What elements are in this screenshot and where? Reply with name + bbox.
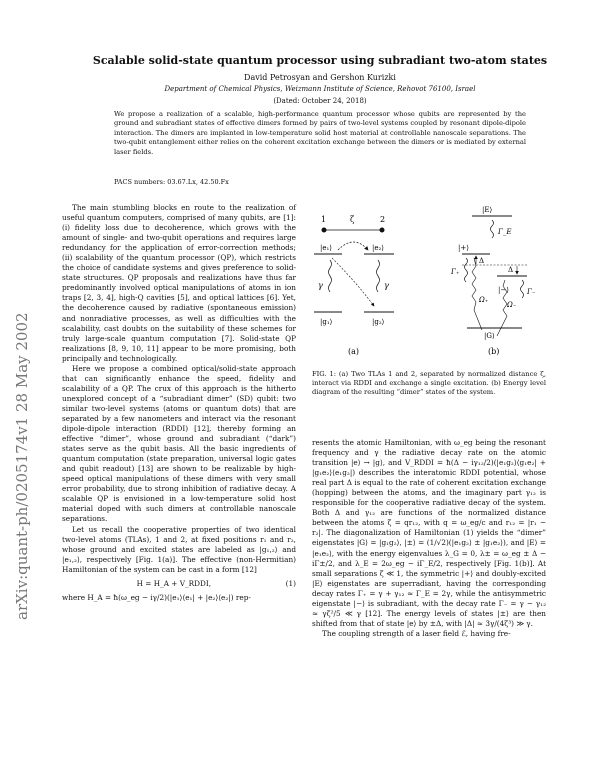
left-column bbox=[62, 203, 296, 603]
gamma-left-label: γ bbox=[318, 281, 323, 290]
e2-label: |e₂⟩ bbox=[372, 244, 385, 252]
figure-caption: FIG. 1: (a) Two TLAs 1 and 2, separated by normalized distance ζ, interact via RDDI and exchange a single excitation. (b) Energy level diagram of the resulting “dimer” states of the system. bbox=[312, 370, 546, 397]
paragraph: Let us recall the cooperative properties of two identical two-level atoms (TLAs), 1 and 2, at fixed positions r₁ and r₂, whose ground and excited states are labeled as |g₁,₂⟩ and |e₁,₂⟩, respectively [Fig. 1(a)]. The effective (non-Hermitian) Hamiltonian of the system can be cast in a form [12] bbox=[62, 524, 296, 574]
paragraph: resents the atomic Hamiltonian, with ω_eg being the resonant frequency and γ the radiative decay rate on the atomic transition |e⟩ → |g⟩, and V_RDDI = ħ(Δ − iγ₁₂/2)(|e₁g₂⟩⟨g₁e₂| + |g₁e₂⟩⟨e₁g₂|) describes the interatomic RDDI potential, whose real part Δ is equal to the rate of coherent excitation exchange (hopping) between the atoms, and the imaginary part γ₁₂ is responsible for the cooperative radiative decay of the system. Both Δ and γ₁₂ are functions of the normalized distance between the atoms ζ = qr₁₂, with q = ω_eg/c and r₁₂ = |r₁ − r₂|. The diagonalization of Hamiltonian (1) yields the “dimer” eigenstates |G⟩ = |g₁g₂⟩, |±⟩ = (1/√2)(|e₁g₂⟩ ± |g₁e₂⟩), and |E⟩ = |e₁e₂⟩, with the energy eigenvalues λ_G = 0, λ± = ω_eg ± Δ − iΓ±/2, and λ_E = 2ω_eg − iΓ_E/2, respectively [Fig. 1(b)]. At small separations ζ ≪ 1, the symmetric |+⟩ and doubly-excited |E⟩ eigenstates are superradiant, having the corresponding decay rates Γ₊ = γ + γ₁₂ ≈ Γ_E = 2γ, while the antisymmetric eigenstate |−⟩ is subradiant, with the decay rate Γ₋ = γ − γ₁₂ ≈ γζ²/5 ≪ γ [12]. The energy levels of states |±⟩ are then shifted from that of state |e⟩ by ±Δ, with |Δ| ≈ 3γ/(4ζ³) ≫ γ. bbox=[312, 438, 546, 628]
plus-state-label: |+⟩ bbox=[458, 244, 469, 252]
exchange-arrow bbox=[338, 242, 368, 250]
g1-label: |g₁⟩ bbox=[320, 318, 333, 326]
atom-1-dot bbox=[322, 228, 327, 233]
affiliation: Department of Chemical Physics, Weizmann Institute of Science, Rehovot 76100, Israel bbox=[164, 85, 476, 93]
paper-title: Scalable solid-state quantum processor using subradiant two-atom states bbox=[92, 54, 548, 67]
decay-wave-minus bbox=[521, 280, 524, 298]
paragraph: The coupling strength of a laser field ℰ, having fre- bbox=[322, 628, 511, 638]
E-state-label: |E⟩ bbox=[482, 206, 493, 214]
paragraph: Here we propose a combined optical/solid-state approach that can significantly enhance the speed, fidelity and scalability of a QP. The crux of this approach is the hitherto unexplored concept of a “subradiant dimer” (SD) qubit: two similar two-level systems (atoms or quantum dots) that are separated by a few nanometers and interact via the resonant dipole-dipole interaction (RDDI) [12], thereby forming an effective “dimer”, whose ground and subradiant (“dark”) states serve as the qubit basis. All the basic ingredients of quantum computation (state preparation, universal logic gates and qubit readout) [13] are shown to be realizable by high-speed optical manipulations of these dimers with very small error probability, due to strong inhibition of radiative decay. A scalable QP is envisioned in a low-temperature solid host material doped with such dimers at controllable nanoscale separations. bbox=[62, 363, 296, 524]
gamma-minus-label: Γ₋ bbox=[527, 288, 536, 296]
atom-2-label: 2 bbox=[380, 215, 386, 224]
paragraph: where H_A = ħ(ω_eg − iγ/2)(|e₁⟩⟨e₁| + |e₂⟩⟨e₂|) rep- bbox=[62, 592, 251, 602]
minus-state-label: |−⟩ bbox=[498, 286, 509, 294]
authors: David Petrosyan and Gershon Kurizki bbox=[244, 73, 396, 82]
delta-minus-label: Δ bbox=[508, 266, 514, 274]
omega-minus-label: Ω₋ bbox=[507, 301, 517, 309]
G-state-label: |G⟩ bbox=[484, 332, 495, 340]
e1-label: |e₁⟩ bbox=[320, 244, 333, 252]
atom-2-dot bbox=[380, 228, 385, 233]
equation-formula: H = H_A + V_RDDI, bbox=[136, 578, 212, 588]
arxiv-identifier bbox=[8, 215, 34, 625]
abstract: We propose a realization of a scalable, high-performance quantum processor whose qubits are represented by the ground and subradiant states of effective dimers formed by pairs of two-level systems coupled by resonant dipole-dipole interaction. The dimers are implanted in low-temperature solid host material at controllable nanoscale separations. The two-qubit entanglement either relies on the coherent excitation exchange between the dimers or is mediated by external laser fields. bbox=[114, 110, 526, 156]
delta-plus-label: Δ bbox=[479, 257, 485, 265]
right-column bbox=[312, 438, 546, 639]
figure-1 bbox=[312, 202, 546, 362]
decay-wave-E bbox=[491, 220, 494, 238]
equation-1 bbox=[62, 579, 296, 589]
pacs-numbers: PACS numbers: 03.67.Lx, 42.50.Fx bbox=[114, 178, 229, 186]
cooperative-decay-arrow bbox=[332, 258, 374, 306]
decay-wave-right bbox=[377, 260, 380, 292]
zeta-label: ζ bbox=[350, 215, 355, 224]
date-line: (Dated: October 24, 2018) bbox=[273, 97, 367, 105]
gamma-E-label: Γ_E bbox=[498, 228, 512, 236]
gamma-right-label: γ bbox=[384, 281, 389, 290]
panel-b-label: (b) bbox=[488, 347, 500, 356]
decay-wave-plus bbox=[465, 258, 468, 282]
arxiv-id-text: arXiv:quant-ph/0205174v1 28 May 2002 bbox=[13, 312, 31, 620]
gamma-plus-label: Γ₊ bbox=[451, 268, 460, 276]
equation-number: (1) bbox=[285, 578, 296, 588]
omega-plus-label: Ω₊ bbox=[479, 296, 489, 304]
omega-plus-field bbox=[472, 257, 485, 330]
decay-wave-left bbox=[329, 260, 332, 292]
atom-1-label: 1 bbox=[321, 215, 327, 224]
g2-label: |g₂⟩ bbox=[372, 318, 385, 326]
panel-a-label: (a) bbox=[348, 347, 360, 356]
paragraph: The main stumbling blocks en route to the realization of useful quantum computers, comprised of many qubits, are [1]: (i) fidelity loss due to decoherence, which grows with the amount of single- and two-qubit operations and requires large redundancy for the application of error-correction methods; (ii) scalability of the quantum processor (QP), which restricts the choice of candidate systems and gives preference to solid-state structures. QP proposals and realizations have thus far predominantly involved optical manipulations of atoms in ion traps [2, 3, 4], high-Q cavities [5], and optical lattices [6]. Yet, the decoherence caused by radiative (spontaneous emission) and nonradiative processes, as well as difficulties with the scalability, cast doubts on the suitability of these schemes for truly large-scale quantum computation [7]. Solid-state QP realizations [8, 9, 10, 11] appear to be more promising, both principally and technologically. bbox=[62, 203, 296, 363]
